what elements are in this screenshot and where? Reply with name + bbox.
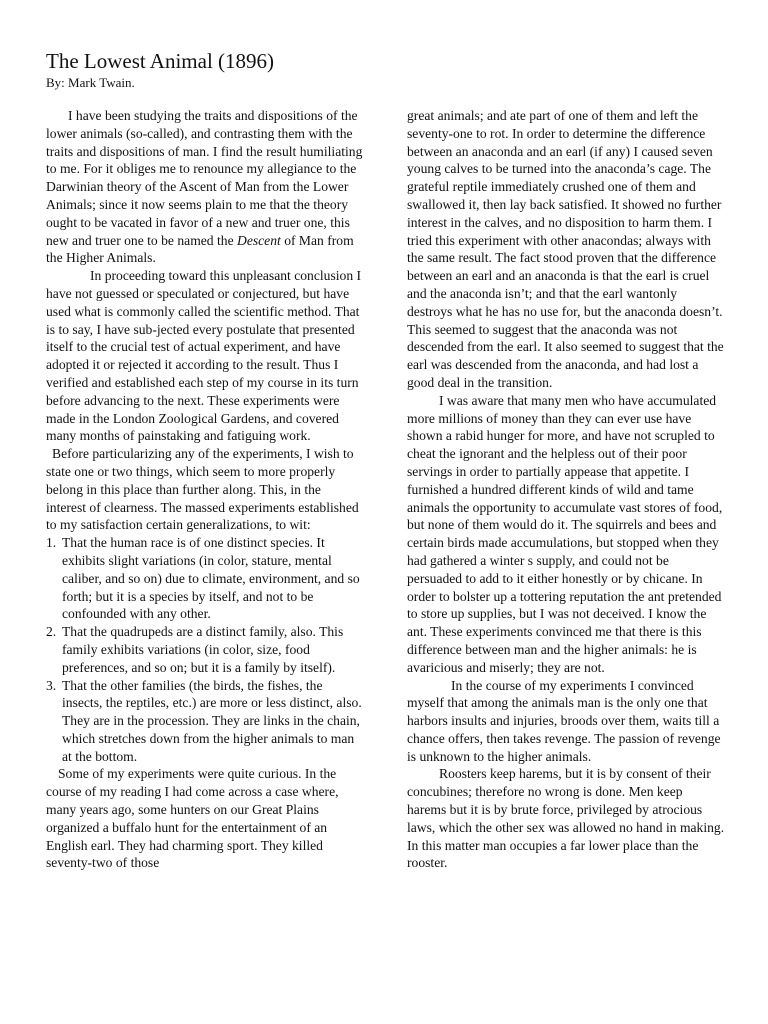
paragraph-roosters: Roosters keep harems, but it is by consent of their concubines; therefore no wrong is done. Men keep harems but it is by brute force, privileged by atrocious laws, which the other sex was allowed no hand in making. In this matter man occupies a far lower place than the rooster. — [407, 766, 725, 871]
author-byline: By: Mark Twain. — [46, 75, 135, 90]
list-text: That the human race is of one distinct species. It exhibits slight variations (in color, stature, mental caliber, and so on) due to climate, environment, and so forth; but it is a species by itself, and not to be confounded with any other. — [62, 535, 360, 622]
paragraph-text: of Man from the Higher Animals. — [46, 232, 354, 266]
emphasized-word: Descent — [237, 232, 281, 248]
list-item — [46, 623, 364, 676]
right-column — [407, 107, 725, 872]
paragraph-avarice: I was aware that many men who have accumulated more millions of money than they can ever use have shown a rabid hunger for more, and have not scrupled to cheat the ignorant and the helpless out of their poor servings in order to partially appease that appetite. I furnished a hundred different kinds of wild and tame animals the opportunity to accumulate vast stores of food, but none of them would do it. The squirrels and bees and certain birds made accumulations, but stopped when they had gathered a winter s supply, and could not be persuaded to add to it either honestly or by chicane. In order to bolster up a tottering reputation the ant pretended to store up supplies, but I was not deceived. I know the ant. These experiments convinced me that there is this difference between man and the higher animals: he is avaricious and miserly; they are not. — [407, 392, 723, 675]
paragraph-method: In proceeding toward this unpleasant conclusion I have not guessed or speculated or conjectured, but have used what is commonly called the scientific method. That is to say, I have sub-jected every postulate that presented itself to the crucial test of actual experiment, and have adopted it or rejected it according to the result. Thus I verified and established each step of my course in its turn before advancing to the next. These experiments were made in the London Zoological Gardens, and covered many months of painstaking and fatiguing work. — [46, 268, 362, 444]
list-item — [46, 534, 364, 623]
paragraph-text: I have been studying the traits and dispositions of the lower animals (so-called), and contrasting them with the traits and dispositions of man. I find the result humiliating to me. For it obliges me to renounce my allegiance to the Darwinian theory of the Ascent of Man from the Lower Animals; since it now seems plain to me that the theory ought to be vacated in favor of a new and truer one, this new and truer one to be named the — [46, 108, 363, 248]
document-title: The Lowest Animal (1896) — [46, 49, 275, 73]
paragraph-experiments: Some of my experiments were quite curious. In the course of my reading I had come across a case where, many years ago, some hunters on our Great Plains organized a buffalo hunt for the entertainment of an English earl. They had charming sport. They killed seventy-two of those — [46, 766, 339, 871]
list-number: 2. — [46, 624, 57, 640]
list-number: 1. — [46, 535, 57, 551]
generalizations-list — [46, 534, 364, 765]
list-text: That the quadrupeds are a distinct family, also. This family exhibits variations (in color, size, food preferences, and so on; but it is a family by itself). — [62, 624, 344, 675]
paragraph-revenge: In the course of my experiments I convinced myself that among the animals man is the only one that harbors insults and injuries, broods over them, waits till a chance offers, then takes revenge. The passion of revenge is unknown to the higher animals. — [407, 677, 721, 764]
paragraph-anaconda: great animals; and ate part of one of them and left the seventy-one to rot. In order to determine the difference between an anaconda and an earl (if any) I caused seven young calves to be turned into the anaconda’s cage. The grateful reptile immediately crushed one of them and swallowed it, then lay back satisfied. It showed no further interest in the calves, and no disposition to harm them. I tried this experiment with other anacondas; always with the same result. The fact stood proven that the difference between an earl and an anaconda is that the earl is cruel and the anaconda isn’t; and that the earl wantonly destroys what he has no use for, but the anaconda doesn’t. This seemed to suggest that the anaconda was not descended from the earl. It also seemed to suggest that the earl was descended from the anaconda, and had lost a good deal in the transition. — [407, 108, 724, 390]
left-column — [46, 107, 364, 872]
paragraph-generalizations: Before particularizing any of the experiments, I wish to state one or two things, which seem to more properly belong in this place than further along. This, in the interest of clearness. The massed experiments established to my satisfaction certain generalizations, to wit: — [46, 446, 359, 533]
list-number: 3. — [46, 677, 57, 693]
list-text: That the other families (the birds, the fishes, the insects, the reptiles, etc.) are more or less distinct, also. They are in the procession. They are links in the chain, which stretches down from the higher animals to man at the bottom. — [62, 677, 362, 764]
list-item — [46, 677, 364, 766]
paragraph-intro — [46, 107, 364, 267]
